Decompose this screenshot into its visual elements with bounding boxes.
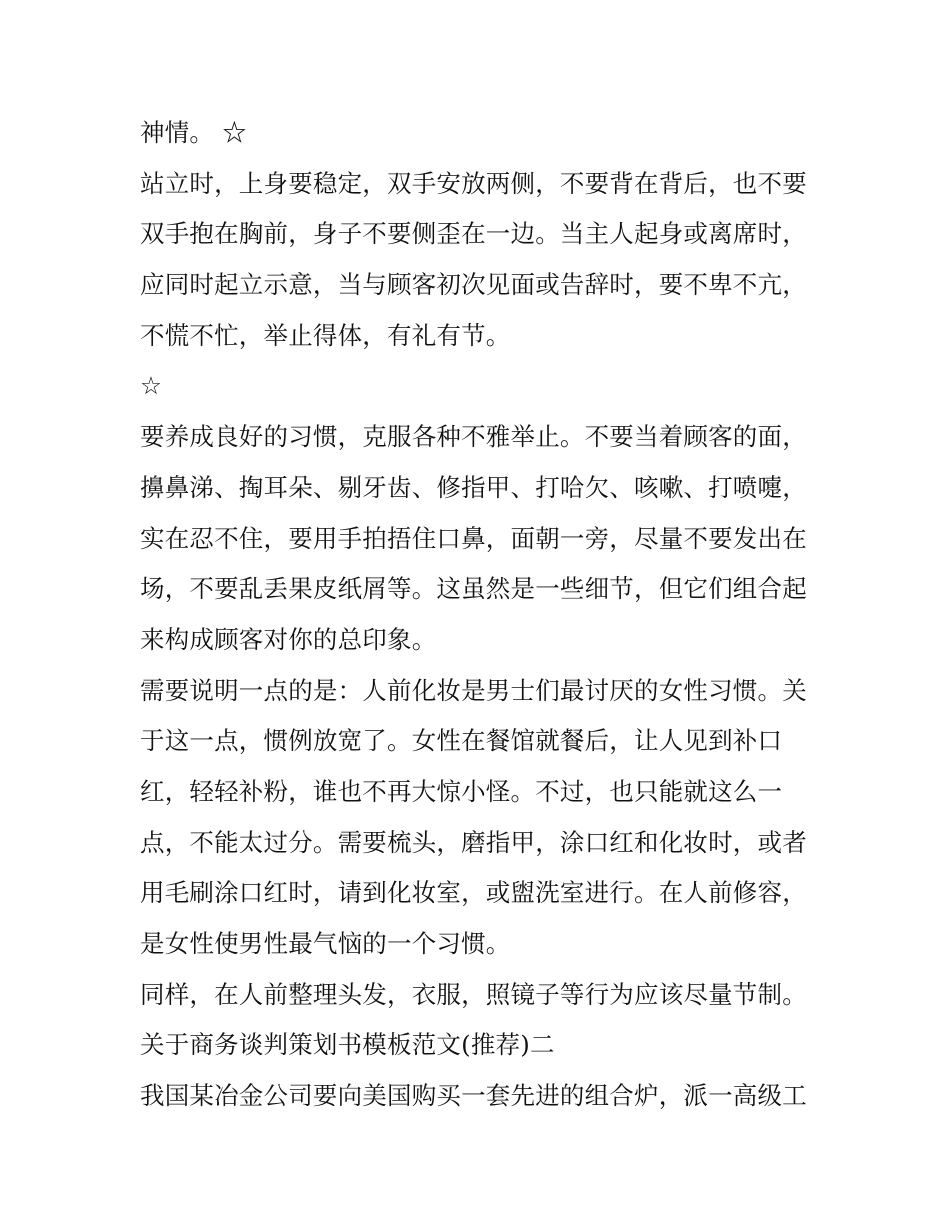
text-line: 于这一点，惯例放宽了。女性在餐馆就餐后，让人见到补口 [140,726,783,756]
section-heading: 关于商务谈判策划书模板范文(推荐)二 [140,1030,555,1060]
text-line: 用毛刷涂口红时，请到化妆室，或盥洗室进行。在人前修容， [140,878,807,908]
text-line: 需要说明一点的是：人前化妆是男士们最讨厌的女性习惯。关 [140,675,807,705]
text-line: 同样，在人前整理头发，衣服，照镜子等行为应该尽量节制。 [140,979,807,1009]
text-line: 站立时，上身要稳定，双手安放两侧，不要背在背后，也不要 [140,168,807,198]
star-divider: ☆ [140,371,163,401]
text-line: 来构成顾客对你的总印象。 [140,624,437,654]
text-line: 红，轻轻补粉，谁也不再大惊小怪。不过，也只能就这么一 [140,776,783,806]
text-line: 是女性使男性最气恼的一个习惯。 [140,929,511,958]
text-line: 场，不要乱丢果皮纸屑等。这虽然是一些细节，但它们组合起 [140,574,807,604]
text-line: 要养成良好的习惯，克服各种不雅举止。不要当着顾客的面， [140,422,807,452]
text-line: 擤鼻涕、掏耳朵、剔牙齿、修指甲、打哈欠、咳嗽、打喷嚏， [140,472,807,502]
document-body [140,108,820,1122]
text-line: 不慌不忙，举止得体，有礼有节。 [140,320,511,350]
text-line: 双手抱在胸前，身子不要侧歪在一边。当主人起身或离席时， [140,219,807,249]
text-line: 实在忍不住，要用手拍捂住口鼻，面朝一旁，尽量不要发出在 [140,523,807,553]
text-line: 神情。 ☆ [140,118,247,147]
text-line: 应同时起立示意，当与顾客初次见面或告辞时，要不卑不亢， [140,270,807,300]
text-line: 点，不能太过分。需要梳头，磨指甲，涂口红和化妆时，或者 [140,827,807,857]
text-line: 我国某冶金公司要向美国购买一套先进的组合炉，派一高级工 [140,1081,807,1111]
